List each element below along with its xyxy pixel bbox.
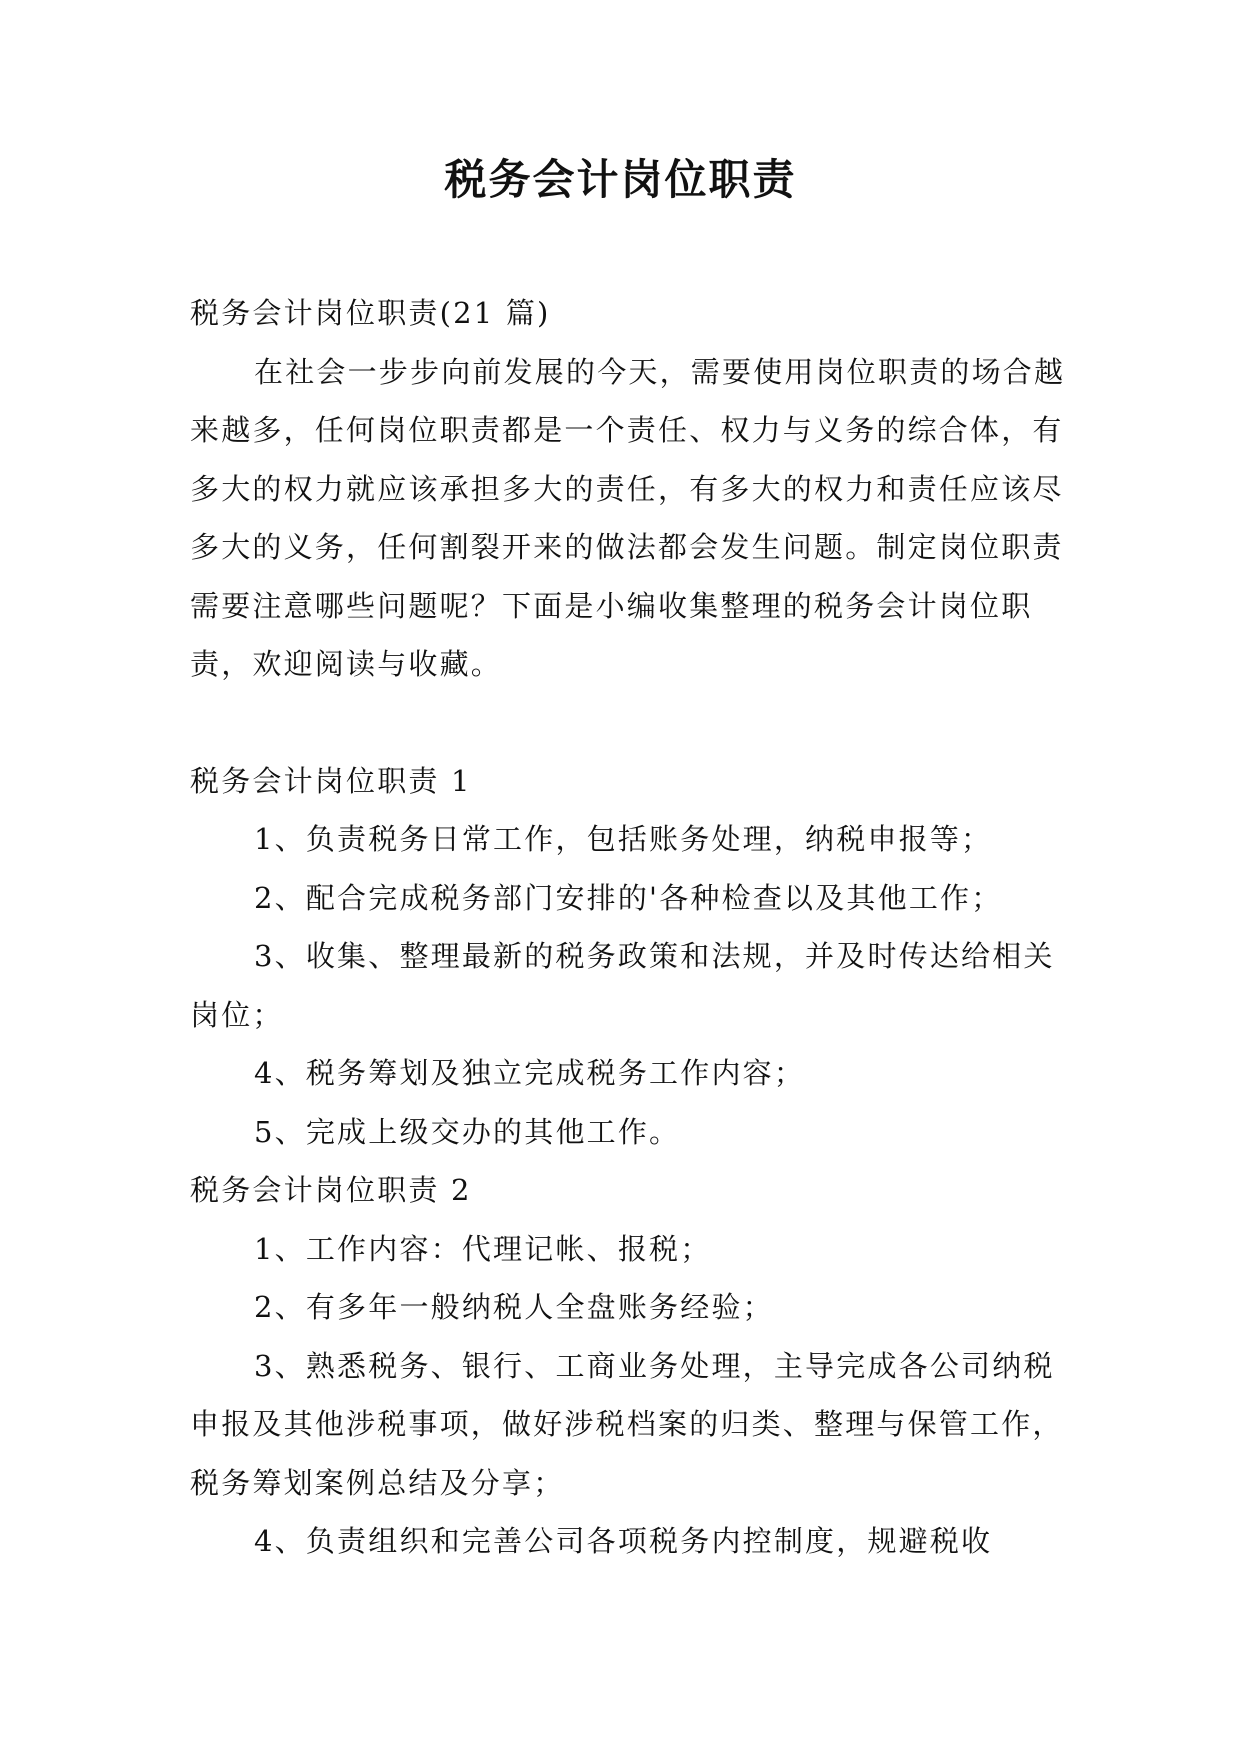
list-item: 2、有多年一般纳税人全盘账务经验； — [254, 1290, 774, 1324]
list-item: 3、熟悉税务、银行、工商业务处理，主导完成各公司纳税申报及其他涉税事项，做好涉税档案的归类、整理与保管工作，税务筹划案例总结及分享； — [190, 1348, 1064, 1500]
list-item: 4、税务筹划及独立完成税务工作内容； — [254, 1056, 806, 1090]
list-item: 3、收集、整理最新的税务政策和法规，并及时传达给相关岗位； — [190, 939, 1055, 1032]
section-heading: 税务会计岗位职责 2 — [190, 1173, 472, 1207]
section-heading: 税务会计岗位职责 1 — [190, 763, 472, 798]
document-title: 税务会计岗位职责 — [444, 155, 797, 204]
list-item: 4、负责组织和完善公司各项税务内控制度，规避税收 — [254, 1524, 993, 1558]
list-item: 2、配合完成税务部门安排的'各种检查以及其他工作； — [254, 880, 1003, 915]
paragraph-spacer — [190, 694, 1070, 752]
document-body — [190, 284, 1070, 1571]
intro-paragraph: 在社会一步步向前发展的今天，需要使用岗位职责的场合越来越多，任何岗位职责都是一个责任、权力与义务的综合体，有多大的权力就应该承担多大的责任，有多大的权力和责任应该尽多大的义务，任何割裂开来的做法都会发生问题。制定岗位职责需要注意哪些问题呢？下面是小编收集整理的税务会计岗位职责，欢迎阅读与收藏。 — [190, 354, 1066, 681]
list-item: 1、工作内容：代理记帐、报税； — [254, 1231, 712, 1266]
list-item: 5、完成上级交办的其他工作。 — [254, 1114, 681, 1149]
document-subtitle: 税务会计岗位职责(21 篇) — [190, 296, 551, 330]
list-item: 1、负责税务日常工作，包括账务处理，纳税申报等； — [254, 822, 993, 856]
